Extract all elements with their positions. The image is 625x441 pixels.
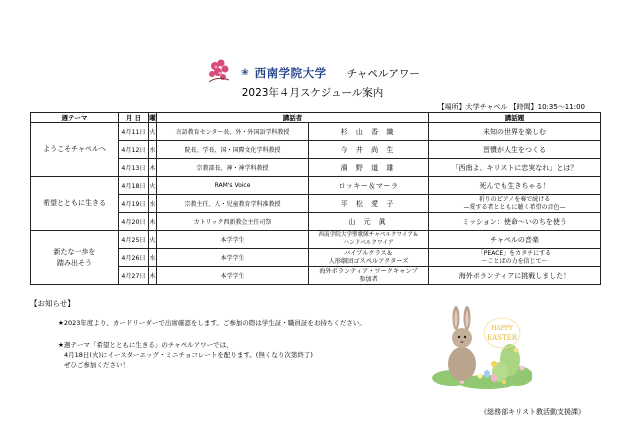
chapel-hour-title: チャペルアワー bbox=[346, 67, 420, 80]
university-seal-icon: ❀ bbox=[241, 68, 249, 78]
schedule-subtitle: 2023年４月スケジュール案内 bbox=[241, 87, 384, 99]
talk-title-cell: 海外ボランティアに挑戦しました！ bbox=[429, 267, 601, 285]
speaker-name-line-1: バイブルクラス＆ bbox=[344, 250, 393, 257]
week-theme-1: ようこそチャペルへ bbox=[31, 123, 119, 177]
week-theme-3-line-2: 踏み出そう bbox=[57, 258, 92, 267]
happy-text: HAPPY bbox=[491, 325, 513, 332]
schedule-table bbox=[30, 112, 601, 285]
speaker-name-cell: 平 松 愛 子 bbox=[309, 195, 429, 213]
talk-title-cell bbox=[429, 195, 601, 213]
logo-row bbox=[0, 62, 625, 84]
col-header-date: 月 日 bbox=[119, 113, 149, 123]
dow-cell: 木 bbox=[149, 213, 157, 231]
talk-title-cell: 習慣が人生をつくる bbox=[429, 141, 601, 159]
col-header-theme: 週テーマ bbox=[31, 113, 119, 123]
affiliation-cell: 本学学生 bbox=[157, 249, 309, 267]
date-cell: 4月19日 bbox=[119, 195, 149, 213]
table-row bbox=[31, 177, 601, 195]
dow-cell: 木 bbox=[149, 159, 157, 177]
flower-logo-icon bbox=[205, 58, 235, 84]
dow-cell: 火 bbox=[149, 177, 157, 195]
date-cell: 4月18日 bbox=[119, 177, 149, 195]
dow-cell: 水 bbox=[149, 141, 157, 159]
table-header-row bbox=[31, 113, 601, 123]
notice-item-2-line-1: ★週テーマ「希望とともに生きる」のチャペルアワーでは、 bbox=[58, 341, 233, 349]
col-header-title: 講話題 bbox=[429, 113, 601, 123]
speaker-name-cell: 杉 山 香 織 bbox=[309, 123, 429, 141]
table-row bbox=[31, 231, 601, 249]
talk-title-cell: 死んでも生きちゃる！ bbox=[429, 177, 601, 195]
date-cell: 4月20日 bbox=[119, 213, 149, 231]
speaker-name-cell: 今 井 尚 生 bbox=[309, 141, 429, 159]
speaker-name-line-1: 海外ボランティア・ワークキャンプ bbox=[319, 268, 418, 275]
place-time-info: 【場所】大学チャペル 【時間】10:35～11:00 bbox=[437, 103, 585, 111]
university-name: 西南学院大学 bbox=[254, 66, 327, 80]
speaker-name-line-1: 西南学院大学聖歌隊チャペルクワイア＆ bbox=[318, 232, 419, 238]
talk-title-cell: 「西南よ、キリストに忠実なれ」とは？ bbox=[429, 159, 601, 177]
speaker-name-cell: ロッキー＆マーラ bbox=[309, 177, 429, 195]
talk-title-line-2: —愛する者とともに聴く希望の音色— bbox=[463, 203, 566, 211]
date-cell: 4月13日 bbox=[119, 159, 149, 177]
speaker-name-line-2: ハンドベルクワイア bbox=[343, 239, 394, 246]
talk-title-cell: 未知の世界を楽しむ bbox=[429, 123, 601, 141]
date-cell: 4月11日 bbox=[119, 123, 149, 141]
week-theme-3-line-1: 新たな一歩を bbox=[53, 247, 96, 256]
affiliation-cell: 言語教育センター長、外・外国語学科教授 bbox=[157, 123, 309, 141]
speaker-name-cell bbox=[309, 231, 429, 249]
speaker-name-cell bbox=[309, 249, 429, 267]
page-header bbox=[0, 62, 625, 100]
dow-cell: 水 bbox=[149, 249, 157, 267]
speaker-name-cell: 山 元 眞 bbox=[309, 213, 429, 231]
speaker-name-cell: 濱 野 道 雄 bbox=[309, 159, 429, 177]
week-theme-3 bbox=[31, 231, 119, 285]
notice-item-2-line-2: 4月18日(火)にイースターエッグ・ミニチョコレートを配ります。(無くなり次第終了) bbox=[64, 351, 313, 359]
col-header-speaker: 講話者 bbox=[157, 113, 429, 123]
notice-heading: 【お知らせ】 bbox=[30, 299, 75, 308]
easter-bunny-illustration bbox=[432, 302, 532, 390]
speaker-name-line-2: 人形劇団ゴスペルアクターズ bbox=[328, 257, 409, 265]
date-cell: 4月26日 bbox=[119, 249, 149, 267]
talk-title-cell: ミッション：使命～いのちを使う bbox=[429, 213, 601, 231]
talk-title-line-1: 「PEACE」をカタチにする bbox=[477, 249, 552, 257]
affiliation-cell: RAM's Voice bbox=[157, 177, 309, 195]
affiliation-cell: 宗教部長、神・神学科教授 bbox=[157, 159, 309, 177]
col-header-dow: 曜 bbox=[149, 114, 156, 122]
dow-cell: 水 bbox=[149, 195, 157, 213]
affiliation-cell: カトリック西新教会主任司祭 bbox=[157, 213, 309, 231]
notice-item-2 bbox=[58, 340, 313, 370]
week-theme-2: 希望とともに生きる bbox=[31, 177, 119, 231]
date-cell: 4月12日 bbox=[119, 141, 149, 159]
date-cell: 4月25日 bbox=[119, 231, 149, 249]
dow-cell: 火 bbox=[149, 123, 157, 141]
talk-title-cell bbox=[429, 249, 601, 267]
talk-title-line-1: 祈りのピアノを奏で続ける bbox=[478, 195, 551, 203]
notice-item-2-line-3: ぜひご参加ください！ bbox=[64, 361, 129, 369]
talk-title-cell: チャペルの音楽 bbox=[429, 231, 601, 249]
speaker-name-line-2: 参加者 bbox=[359, 275, 378, 283]
date-cell: 4月27日 bbox=[119, 267, 149, 285]
footer-department: 《総務部キリスト教活動支援課》 bbox=[480, 408, 585, 416]
notice-item-1: ★2023年度より、カードリーダーで出席確認をします。ご参加の際は学生証・職員証をお持ちください。 bbox=[58, 319, 366, 327]
affiliation-cell: 本学学生 bbox=[157, 231, 309, 249]
affiliation-cell: 宗教主任、人・児童教育学科准教授 bbox=[157, 195, 309, 213]
table-row bbox=[31, 123, 601, 141]
affiliation-cell: 院長、学長、国・国際文化学科教授 bbox=[157, 141, 309, 159]
speaker-name-cell bbox=[309, 267, 429, 285]
dow-cell: 木 bbox=[149, 267, 157, 285]
bunny-icon bbox=[448, 306, 476, 381]
dow-cell: 火 bbox=[149, 231, 157, 249]
easter-text: EASTER bbox=[486, 334, 518, 342]
talk-title-line-2: ～ことばの力を信じて～ bbox=[481, 257, 548, 265]
affiliation-cell: 本学学生 bbox=[157, 267, 309, 285]
